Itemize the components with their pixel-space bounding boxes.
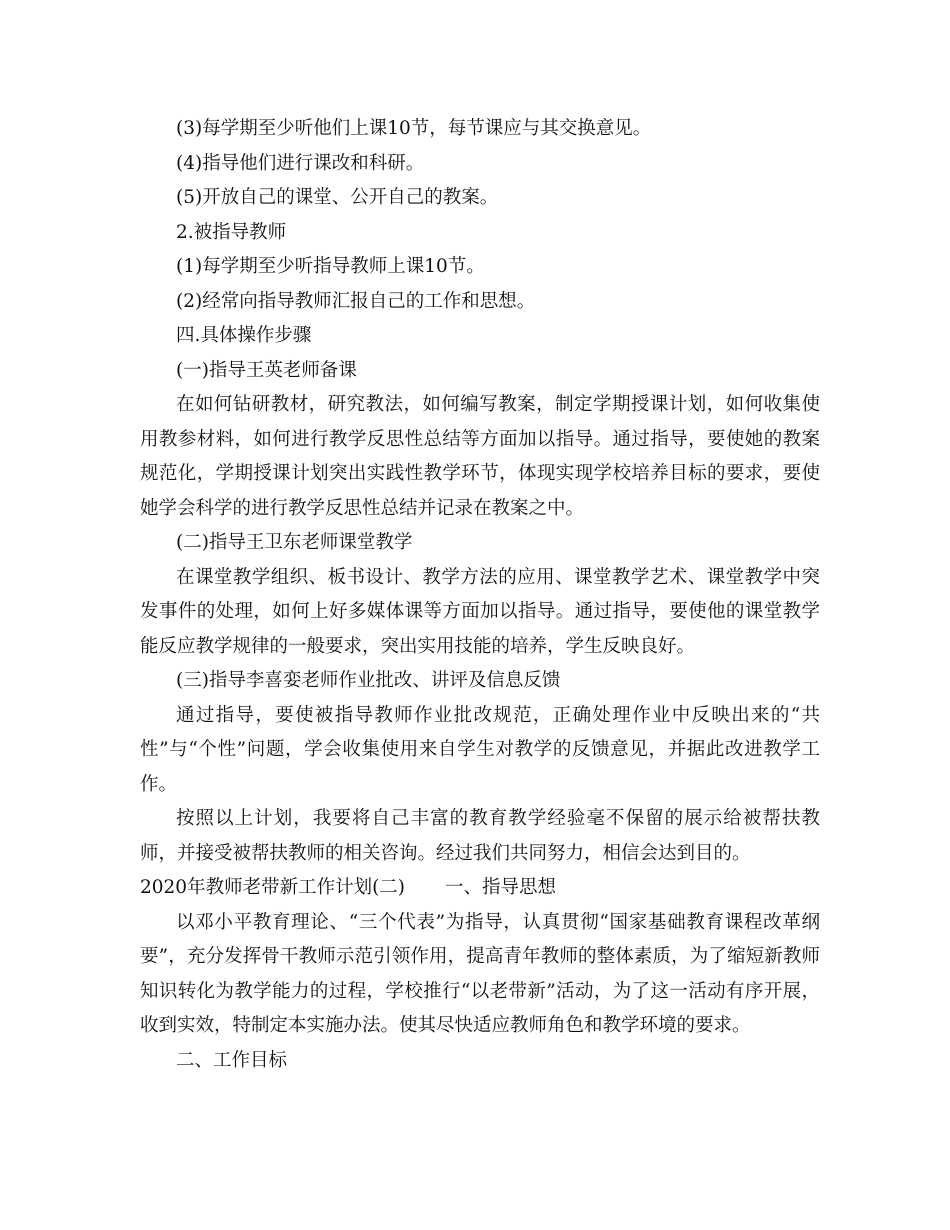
paragraph: 按照以上计划，我要将自己丰富的教育教学经验毫不保留的展示给被帮扶教师，并接受被帮扶教师的相关咨询。经过我们共同努力，相信会达到目的。 <box>140 808 820 864</box>
list-item: (2)经常向指导教师汇报自己的工作和思想。 <box>176 290 536 312</box>
plan-title-line <box>140 871 820 906</box>
list-item: (4)指导他们进行课改和科研。 <box>176 152 425 174</box>
paragraph: 在课堂教学组织、板书设计、教学方法的应用、课堂教学艺术、课堂教学中突发事件的处理，如何上好多媒体课等方面加以指导。通过指导，要使他的课堂教学能反应教学规律的一般要求，突出实用技能的培养，学生反映良好。 <box>140 566 820 657</box>
list-item: (3)每学期至少听他们上课10节，每节课应与其交换意见。 <box>176 118 652 139</box>
plan-title: 2020年教师老带新工作计划(二) <box>140 877 406 898</box>
section-heading: 四.具体操作步骤 <box>176 325 312 346</box>
subsection-heading: (一)指导王英老师备课 <box>176 359 357 381</box>
subsection-heading: (二)指导王卫东老师课堂教学 <box>176 532 413 553</box>
paragraph: 以邓小平教育理论、“三个代表”为指导，认真贯彻“国家基础教育课程改革纲要”，充分发挥骨干教师示范引领作用，提高青年教师的整体素质，为了缩短新教师知识转化为教学能力的过程，学校推行“以老带新”活动，为了这一活动有序开展，收到实效，特制定本实施办法。使其尽快适应教师角色和教学环境的要求。 <box>140 911 820 1036</box>
list-item: (5)开放自己的课堂、公开自己的教案。 <box>176 187 499 208</box>
section-heading: 2.被指导教师 <box>176 221 287 243</box>
section-heading: 二、工作目标 <box>176 1049 288 1071</box>
paragraph: 在如何钻研教材，研究教法，如何编写教案，制定学期授课计划，如何收集使用教参材料，如何进行教学反思性总结等方面加以指导。通过指导，要使她的教案规范化，学期授课计划突出实践性教学环节，体现实现学校培养目标的要求，要使她学会科学的进行教学反思性总结并记录在教案之中。 <box>140 394 820 519</box>
list-item: (1)每学期至少听指导教师上课10节。 <box>176 256 485 277</box>
paragraph: 通过指导，要使被指导教师作业批改规范，正确处理作业中反映出来的“共性”与“个性”问题，学会收集使用来自学生对教学的反馈意见，并据此改进教学工作。 <box>140 704 820 795</box>
subsection-heading: (三)指导李喜娈老师作业批改、讲评及信息反馈 <box>176 670 561 691</box>
document-body <box>140 112 820 1078</box>
section-heading: 一、指导思想 <box>445 877 557 898</box>
